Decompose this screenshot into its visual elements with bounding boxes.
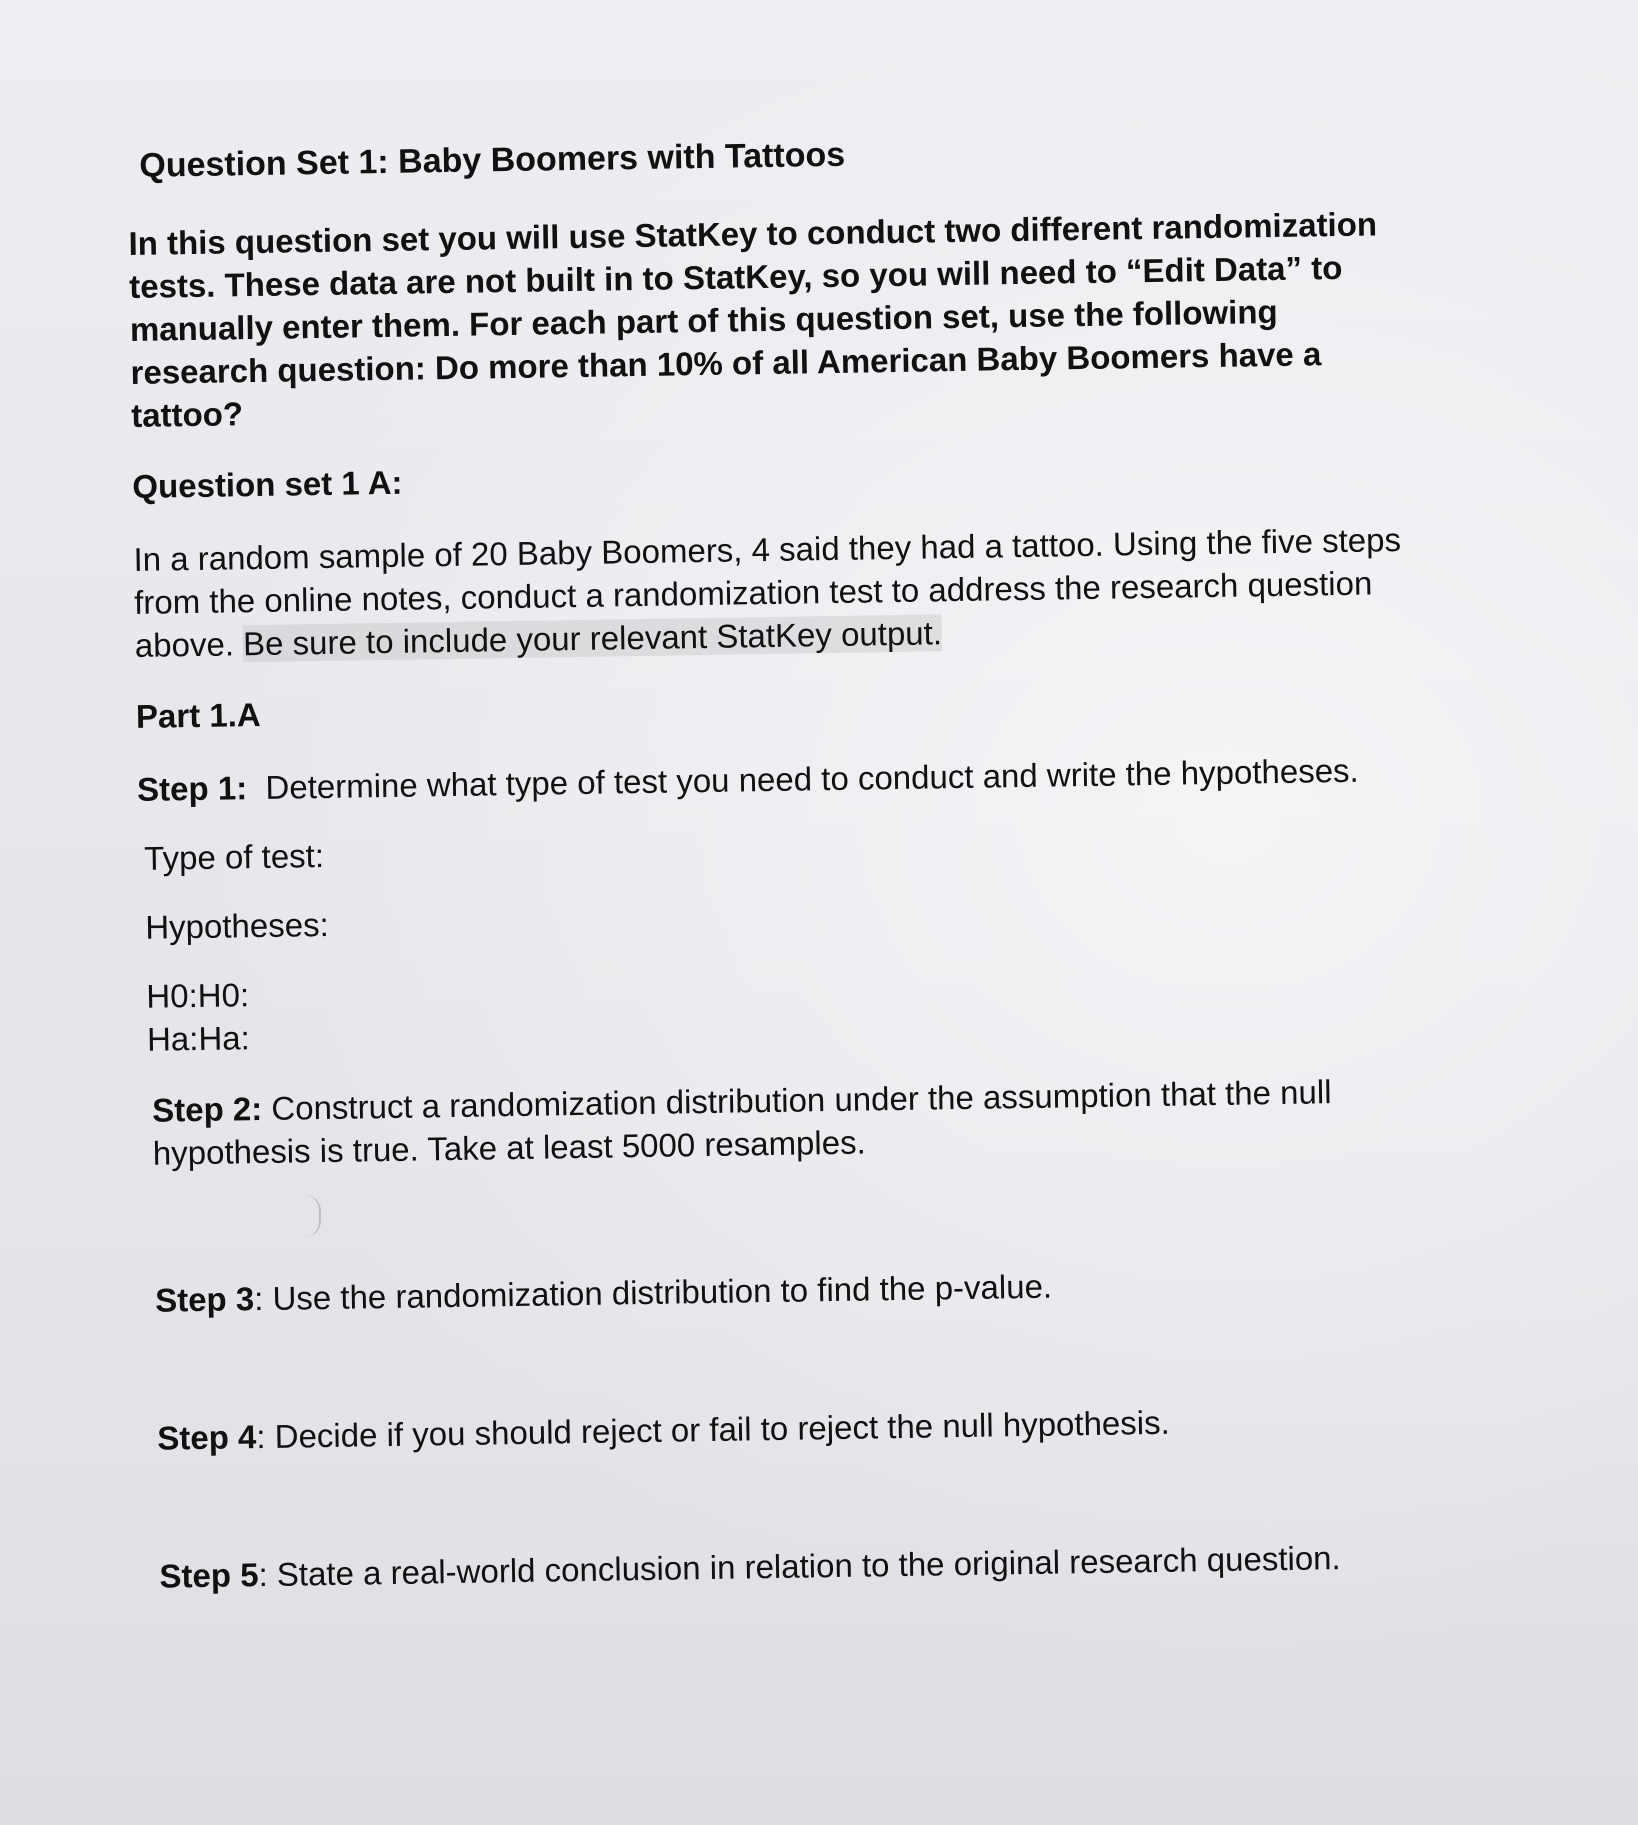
- intro-line: tests. These data are not built in to StatKey, so you will need to “Edit Data” to: [128, 248, 1343, 305]
- alternative-hypothesis: Ha:Ha:: [146, 1019, 251, 1058]
- step-3-text: : Use the randomization distribution to find the p-value.: [253, 1267, 1053, 1318]
- type-of-test-label: Type of test:: [143, 836, 325, 877]
- problem-line: from the online notes, conduct a randomization test to address the research question: [133, 564, 1373, 621]
- step-5-text: : State a real-world conclusion in relation to the original research question.: [258, 1539, 1341, 1594]
- problem-text: above.: [134, 625, 244, 664]
- subheading: Question set 1 A:: [132, 463, 403, 505]
- intro-paragraph: [128, 200, 1551, 437]
- highlighted-text: Be sure to include your relevant StatKey output.: [242, 614, 943, 663]
- step-2-label: Step 2:: [151, 1089, 263, 1129]
- step-5: [159, 1533, 1570, 1598]
- problem-line: In a random sample of 20 Baby Boomers, 4 said they had a tattoo. Using the five steps: [133, 521, 1402, 578]
- intro-line: tattoo?: [130, 395, 244, 434]
- intro-line: In this question set you will use StatKey to conduct two different randomization: [128, 205, 1378, 262]
- intro-line: manually enter them. For each part of this question set, use the following: [129, 292, 1278, 348]
- hypotheses-block: [146, 953, 1561, 1061]
- step-4: [157, 1395, 1568, 1460]
- step-1: [137, 746, 1558, 811]
- part-heading: Part 1.A: [135, 695, 261, 735]
- step-1-text: Determine what type of test you need to conduct and write the hypotheses.: [246, 751, 1359, 807]
- problem-paragraph: [133, 516, 1555, 667]
- null-hypothesis: H0:H0:: [146, 976, 250, 1015]
- step-4-label: Step 4: [157, 1418, 257, 1457]
- step-2: [152, 1067, 1563, 1175]
- page-title: Question Set 1: Baby Boomers with Tattoos: [139, 135, 846, 185]
- step-2-text-cont: hypothesis is true. Take at least 5000 resamples.: [152, 1123, 866, 1172]
- intro-line: research question: Do more than 10% of all American Baby Boomers have a: [130, 335, 1322, 391]
- document-body: [127, 123, 1570, 1598]
- step-1-label: Step 1:: [136, 769, 248, 808]
- step-3-label: Step 3: [154, 1280, 255, 1319]
- hypotheses-label: Hypotheses:: [144, 905, 329, 946]
- step-5-label: Step 5: [159, 1556, 259, 1595]
- step-3: [155, 1257, 1566, 1322]
- step-2-text: Construct a randomization distribution under the assumption that the null: [261, 1073, 1332, 1127]
- step-4-text: : Decide if you should reject or fail to reject the null hypothesis.: [256, 1403, 1171, 1456]
